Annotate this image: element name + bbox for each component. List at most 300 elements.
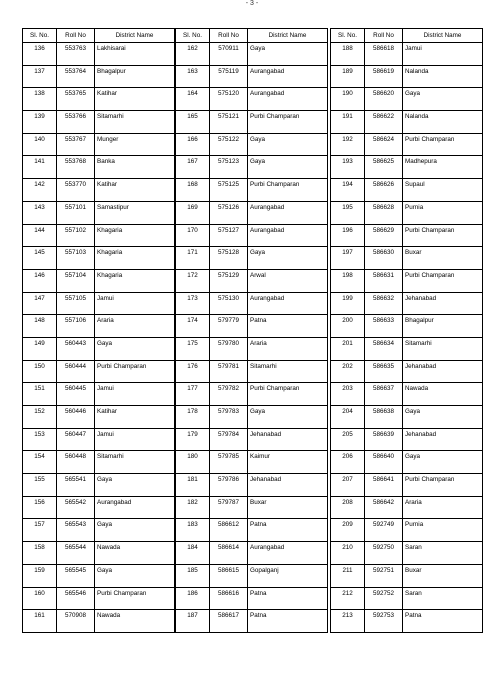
district-name-cell: Gaya [248,156,328,179]
sl-no-cell: 186 [176,587,210,610]
sl-no-cell: 160 [23,587,57,610]
sl-no-cell: 193 [331,156,365,179]
sl-no-cell: 191 [331,111,365,134]
sl-no-cell: 165 [176,111,210,134]
roll-no-cell: 586628 [365,201,403,224]
roll-no-cell: 575125 [210,179,248,202]
district-name-cell: Purbi Champaran [248,179,328,202]
sl-no-cell: 168 [176,179,210,202]
roll-no-cell: 586612 [210,519,248,542]
district-name-cell: Nawada [403,383,483,406]
sl-no-cell: 145 [23,247,57,270]
district-name-cell: Gaya [95,519,175,542]
district-name-cell: Gaya [248,43,328,66]
table-row [176,201,328,224]
district-name-cell: Purnia [403,519,483,542]
district-name-cell: Patna [248,610,328,633]
district-name-cell: Arwal [248,269,328,292]
sl-no-cell: 201 [331,337,365,360]
roll-no-cell: 579781 [210,360,248,383]
sl-no-cell: 159 [23,564,57,587]
district-name-cell: Patna [403,610,483,633]
header-sl-no: Sl. No. [331,29,365,43]
roll-no-cell: 586618 [365,43,403,66]
table-row [23,564,175,587]
roll-no-cell: 560446 [57,406,95,429]
district-name-cell: Purbi Champaran [403,474,483,497]
sl-no-cell: 139 [23,111,57,134]
sl-no-cell: 149 [23,337,57,360]
roll-no-cell: 579779 [210,315,248,338]
table-row [176,269,328,292]
roll-no-cell: 575127 [210,224,248,247]
table-row [23,156,175,179]
table-row [23,542,175,565]
roll-no-cell: 579784 [210,428,248,451]
table-row [331,496,483,519]
table-row [23,474,175,497]
roll-no-cell: 560443 [57,337,95,360]
sl-no-cell: 169 [176,201,210,224]
district-name-cell: Buxar [248,496,328,519]
district-name-cell: Aurangabad [248,224,328,247]
roll-no-cell: 553766 [57,111,95,134]
table-row [331,428,483,451]
table-row [331,406,483,429]
table-row [176,496,328,519]
table-row [23,360,175,383]
sl-no-cell: 162 [176,43,210,66]
sl-no-cell: 138 [23,88,57,111]
district-name-cell: Khagaria [95,247,175,270]
table-row [331,451,483,474]
sl-no-cell: 146 [23,269,57,292]
roll-no-cell: 560447 [57,428,95,451]
sl-no-cell: 148 [23,315,57,338]
district-name-cell: Aurangabad [95,496,175,519]
sl-no-cell: 196 [331,224,365,247]
table-row [23,496,175,519]
roll-no-cell: 586642 [365,496,403,519]
table-row [176,451,328,474]
table-row [176,43,328,66]
roll-no-cell: 586637 [365,383,403,406]
district-name-cell: Lakhisarai [95,43,175,66]
district-name-cell: Khagaria [95,224,175,247]
sl-no-cell: 212 [331,587,365,610]
district-name-cell: Jamui [95,383,175,406]
table-row [331,111,483,134]
roll-no-cell: 553767 [57,133,95,156]
table-row [331,247,483,270]
roll-no-cell: 586641 [365,474,403,497]
table-row [23,88,175,111]
district-name-cell: Patna [248,587,328,610]
district-name-cell: Nalanda [403,65,483,88]
district-name-cell: Aurangabad [248,201,328,224]
roll-no-cell: 553764 [57,65,95,88]
roll-no-cell: 575119 [210,65,248,88]
district-name-cell: Aurangabad [248,88,328,111]
table-row [176,610,328,633]
sl-no-cell: 153 [23,428,57,451]
roll-no-cell: 586629 [365,224,403,247]
district-name-cell: Jehanabad [403,360,483,383]
table-row [176,428,328,451]
table-row [331,315,483,338]
roll-no-cell: 586614 [210,542,248,565]
table-row [23,315,175,338]
sl-no-cell: 137 [23,65,57,88]
table-row [331,519,483,542]
table-row [331,383,483,406]
roll-no-cell: 557105 [57,292,95,315]
district-name-cell: Jehanabad [403,292,483,315]
district-name-cell: Nawada [95,610,175,633]
table-row [176,519,328,542]
table-row [176,587,328,610]
roll-no-cell: 579780 [210,337,248,360]
header-district-name: District Name [248,29,328,43]
table-row [176,179,328,202]
district-name-cell: Madhepura [403,156,483,179]
sl-no-cell: 163 [176,65,210,88]
roll-no-cell: 557106 [57,315,95,338]
sl-no-cell: 173 [176,292,210,315]
sl-no-cell: 199 [331,292,365,315]
roll-no-cell: 592753 [365,610,403,633]
roll-no-cell: 579785 [210,451,248,474]
sl-no-cell: 205 [331,428,365,451]
roll-no-cell: 575122 [210,133,248,156]
sl-no-cell: 172 [176,269,210,292]
sl-no-cell: 192 [331,133,365,156]
sl-no-cell: 156 [23,496,57,519]
district-name-cell: Gaya [403,406,483,429]
sl-no-cell: 150 [23,360,57,383]
district-name-cell: Gaya [95,564,175,587]
table-row [176,383,328,406]
header-roll-no: Roll No [57,29,95,43]
district-name-cell: Araria [248,337,328,360]
sl-no-cell: 181 [176,474,210,497]
sl-no-cell: 158 [23,542,57,565]
table-row [331,43,483,66]
roll-no-cell: 592750 [365,542,403,565]
roll-no-cell: 565543 [57,519,95,542]
table-row [23,519,175,542]
header-district-name: District Name [403,29,483,43]
table-row [176,360,328,383]
roll-no-cell: 592749 [365,519,403,542]
roll-no-cell: 586639 [365,428,403,451]
sl-no-cell: 213 [331,610,365,633]
table-row [23,383,175,406]
sl-no-cell: 177 [176,383,210,406]
district-name-cell: Khagaria [95,269,175,292]
roll-no-cell: 586640 [365,451,403,474]
sl-no-cell: 209 [331,519,365,542]
roll-no-cell: 586626 [365,179,403,202]
sl-no-cell: 157 [23,519,57,542]
table-row [23,179,175,202]
district-name-cell: Jehanabad [403,428,483,451]
sl-no-cell: 208 [331,496,365,519]
roll-no-cell: 557104 [57,269,95,292]
district-name-cell: Aurangabad [248,542,328,565]
sl-no-cell: 204 [331,406,365,429]
sl-no-cell: 176 [176,360,210,383]
table-row [23,451,175,474]
table-row [23,133,175,156]
sl-no-cell: 161 [23,610,57,633]
table-row [23,65,175,88]
district-name-cell: Nalanda [403,111,483,134]
table-row [176,564,328,587]
table-row [176,406,328,429]
district-name-cell: Jehanabad [248,474,328,497]
table-row [331,360,483,383]
roll-no-cell: 575123 [210,156,248,179]
table-row [23,111,175,134]
roll-no-cell: 557103 [57,247,95,270]
district-name-cell: Purbi Champaran [95,360,175,383]
roll-no-cell: 575120 [210,88,248,111]
table-row [176,224,328,247]
district-name-cell: Purbi Champaran [248,111,328,134]
table-row [331,610,483,633]
roll-no-cell: 575128 [210,247,248,270]
sl-no-cell: 143 [23,201,57,224]
sl-no-cell: 171 [176,247,210,270]
district-name-cell: Gaya [248,247,328,270]
district-name-cell: Sitamarhi [95,451,175,474]
district-name-cell: Araria [95,315,175,338]
header-sl-no: Sl. No. [176,29,210,43]
table-row [23,610,175,633]
roll-no-cell: 586630 [365,247,403,270]
roll-no-cell: 586631 [365,269,403,292]
table-row [331,179,483,202]
sl-no-cell: 185 [176,564,210,587]
district-name-cell: Katihar [95,88,175,111]
roll-no-cell: 586616 [210,587,248,610]
sl-no-cell: 207 [331,474,365,497]
sl-no-cell: 182 [176,496,210,519]
table-header-row [176,29,328,43]
table-row [331,224,483,247]
district-name-cell: Buxar [403,247,483,270]
sl-no-cell: 195 [331,201,365,224]
table-row [23,428,175,451]
district-name-cell: Araria [403,496,483,519]
district-name-cell: Munger [95,133,175,156]
district-name-cell: Kaimur [248,451,328,474]
table-row [331,133,483,156]
roll-no-cell: 560448 [57,451,95,474]
roll-no-cell: 592751 [365,564,403,587]
district-name-cell: Saran [403,587,483,610]
table-row [176,156,328,179]
sl-no-cell: 136 [23,43,57,66]
sl-no-cell: 211 [331,564,365,587]
header-sl-no: Sl. No. [23,29,57,43]
table-row [176,133,328,156]
roll-no-cell: 565542 [57,496,95,519]
district-name-cell: Purbi Champaran [403,133,483,156]
roll-no-cell: 565546 [57,587,95,610]
table-row [331,292,483,315]
table-row [176,542,328,565]
roll-no-cell: 570908 [57,610,95,633]
table-row [176,65,328,88]
district-name-cell: Katihar [95,406,175,429]
sl-no-cell: 190 [331,88,365,111]
sl-no-cell: 167 [176,156,210,179]
table-row [331,201,483,224]
table-row [331,542,483,565]
roll-no-cell: 579783 [210,406,248,429]
roll-no-cell: 557102 [57,224,95,247]
table-row [331,587,483,610]
table-row [23,337,175,360]
sl-no-cell: 151 [23,383,57,406]
roll-no-cell: 592752 [365,587,403,610]
results-table-1 [22,28,175,633]
district-name-cell: Katihar [95,179,175,202]
roll-no-cell: 586622 [365,111,403,134]
roll-no-cell: 579786 [210,474,248,497]
district-name-cell: Gaya [248,406,328,429]
roll-no-cell: 586638 [365,406,403,429]
district-name-cell: Patna [248,519,328,542]
sl-no-cell: 187 [176,610,210,633]
sl-no-cell: 144 [23,224,57,247]
table-row [331,156,483,179]
district-name-cell: Aurangabad [248,292,328,315]
district-name-cell: Aurangabad [248,65,328,88]
roll-no-cell: 575121 [210,111,248,134]
table-row [176,315,328,338]
table-row [23,406,175,429]
roll-no-cell: 586619 [365,65,403,88]
roll-no-cell: 579787 [210,496,248,519]
table-row [23,587,175,610]
roll-no-cell: 565545 [57,564,95,587]
sl-no-cell: 178 [176,406,210,429]
district-name-cell: Gaya [95,337,175,360]
sl-no-cell: 189 [331,65,365,88]
table-row [176,247,328,270]
roll-no-cell: 586624 [365,133,403,156]
roll-no-cell: 557101 [57,201,95,224]
roll-no-cell: 570911 [210,43,248,66]
district-name-cell: Gaya [403,451,483,474]
district-name-cell: Purbi Champaran [248,383,328,406]
sl-no-cell: 188 [331,43,365,66]
sl-no-cell: 202 [331,360,365,383]
sl-no-cell: 206 [331,451,365,474]
roll-no-cell: 586634 [365,337,403,360]
sl-no-cell: 184 [176,542,210,565]
district-name-cell: Purbi Champaran [95,587,175,610]
results-table-2 [175,28,328,633]
district-name-cell: Sitamarhi [403,337,483,360]
roll-no-cell: 565541 [57,474,95,497]
table-row [23,224,175,247]
table-row [176,474,328,497]
sl-no-cell: 164 [176,88,210,111]
table-row [23,269,175,292]
roll-no-cell: 586617 [210,610,248,633]
sl-no-cell: 179 [176,428,210,451]
sl-no-cell: 203 [331,383,365,406]
district-name-cell: Bhagalpur [403,315,483,338]
roll-no-cell: 586635 [365,360,403,383]
district-name-cell: Gaya [95,474,175,497]
roll-no-cell: 553763 [57,43,95,66]
header-district-name: District Name [95,29,175,43]
sl-no-cell: 147 [23,292,57,315]
sl-no-cell: 152 [23,406,57,429]
table-row [23,247,175,270]
district-name-cell: Jamui [95,292,175,315]
roll-no-cell: 586625 [365,156,403,179]
district-name-cell: Gopalganj [248,564,328,587]
roll-no-cell: 553765 [57,88,95,111]
table-row [331,88,483,111]
header-roll-no: Roll No [365,29,403,43]
sl-no-cell: 154 [23,451,57,474]
roll-no-cell: 579782 [210,383,248,406]
district-name-cell: Nawada [95,542,175,565]
table-row [23,43,175,66]
roll-no-cell: 553768 [57,156,95,179]
table-row [331,474,483,497]
header-roll-no: Roll No [210,29,248,43]
roll-no-cell: 586620 [365,88,403,111]
sl-no-cell: 194 [331,179,365,202]
sl-no-cell: 180 [176,451,210,474]
sl-no-cell: 198 [331,269,365,292]
roll-no-cell: 586633 [365,315,403,338]
roll-no-cell: 586632 [365,292,403,315]
district-name-cell: Supaul [403,179,483,202]
table-row [331,65,483,88]
sl-no-cell: 197 [331,247,365,270]
sl-no-cell: 175 [176,337,210,360]
table-row [176,337,328,360]
table-row [176,292,328,315]
roll-no-cell: 560445 [57,383,95,406]
table-row [23,201,175,224]
table-row [331,564,483,587]
results-table-3 [330,28,483,633]
roll-no-cell: 586615 [210,564,248,587]
table-row [331,269,483,292]
district-name-cell: Jehanabad [248,428,328,451]
sl-no-cell: 183 [176,519,210,542]
sl-no-cell: 200 [331,315,365,338]
sl-no-cell: 140 [23,133,57,156]
district-name-cell: Patna [248,315,328,338]
sl-no-cell: 166 [176,133,210,156]
district-name-cell: Samastipur [95,201,175,224]
sl-no-cell: 155 [23,474,57,497]
district-name-cell: Gaya [248,133,328,156]
district-name-cell: Jamui [95,428,175,451]
district-name-cell: Buxar [403,564,483,587]
